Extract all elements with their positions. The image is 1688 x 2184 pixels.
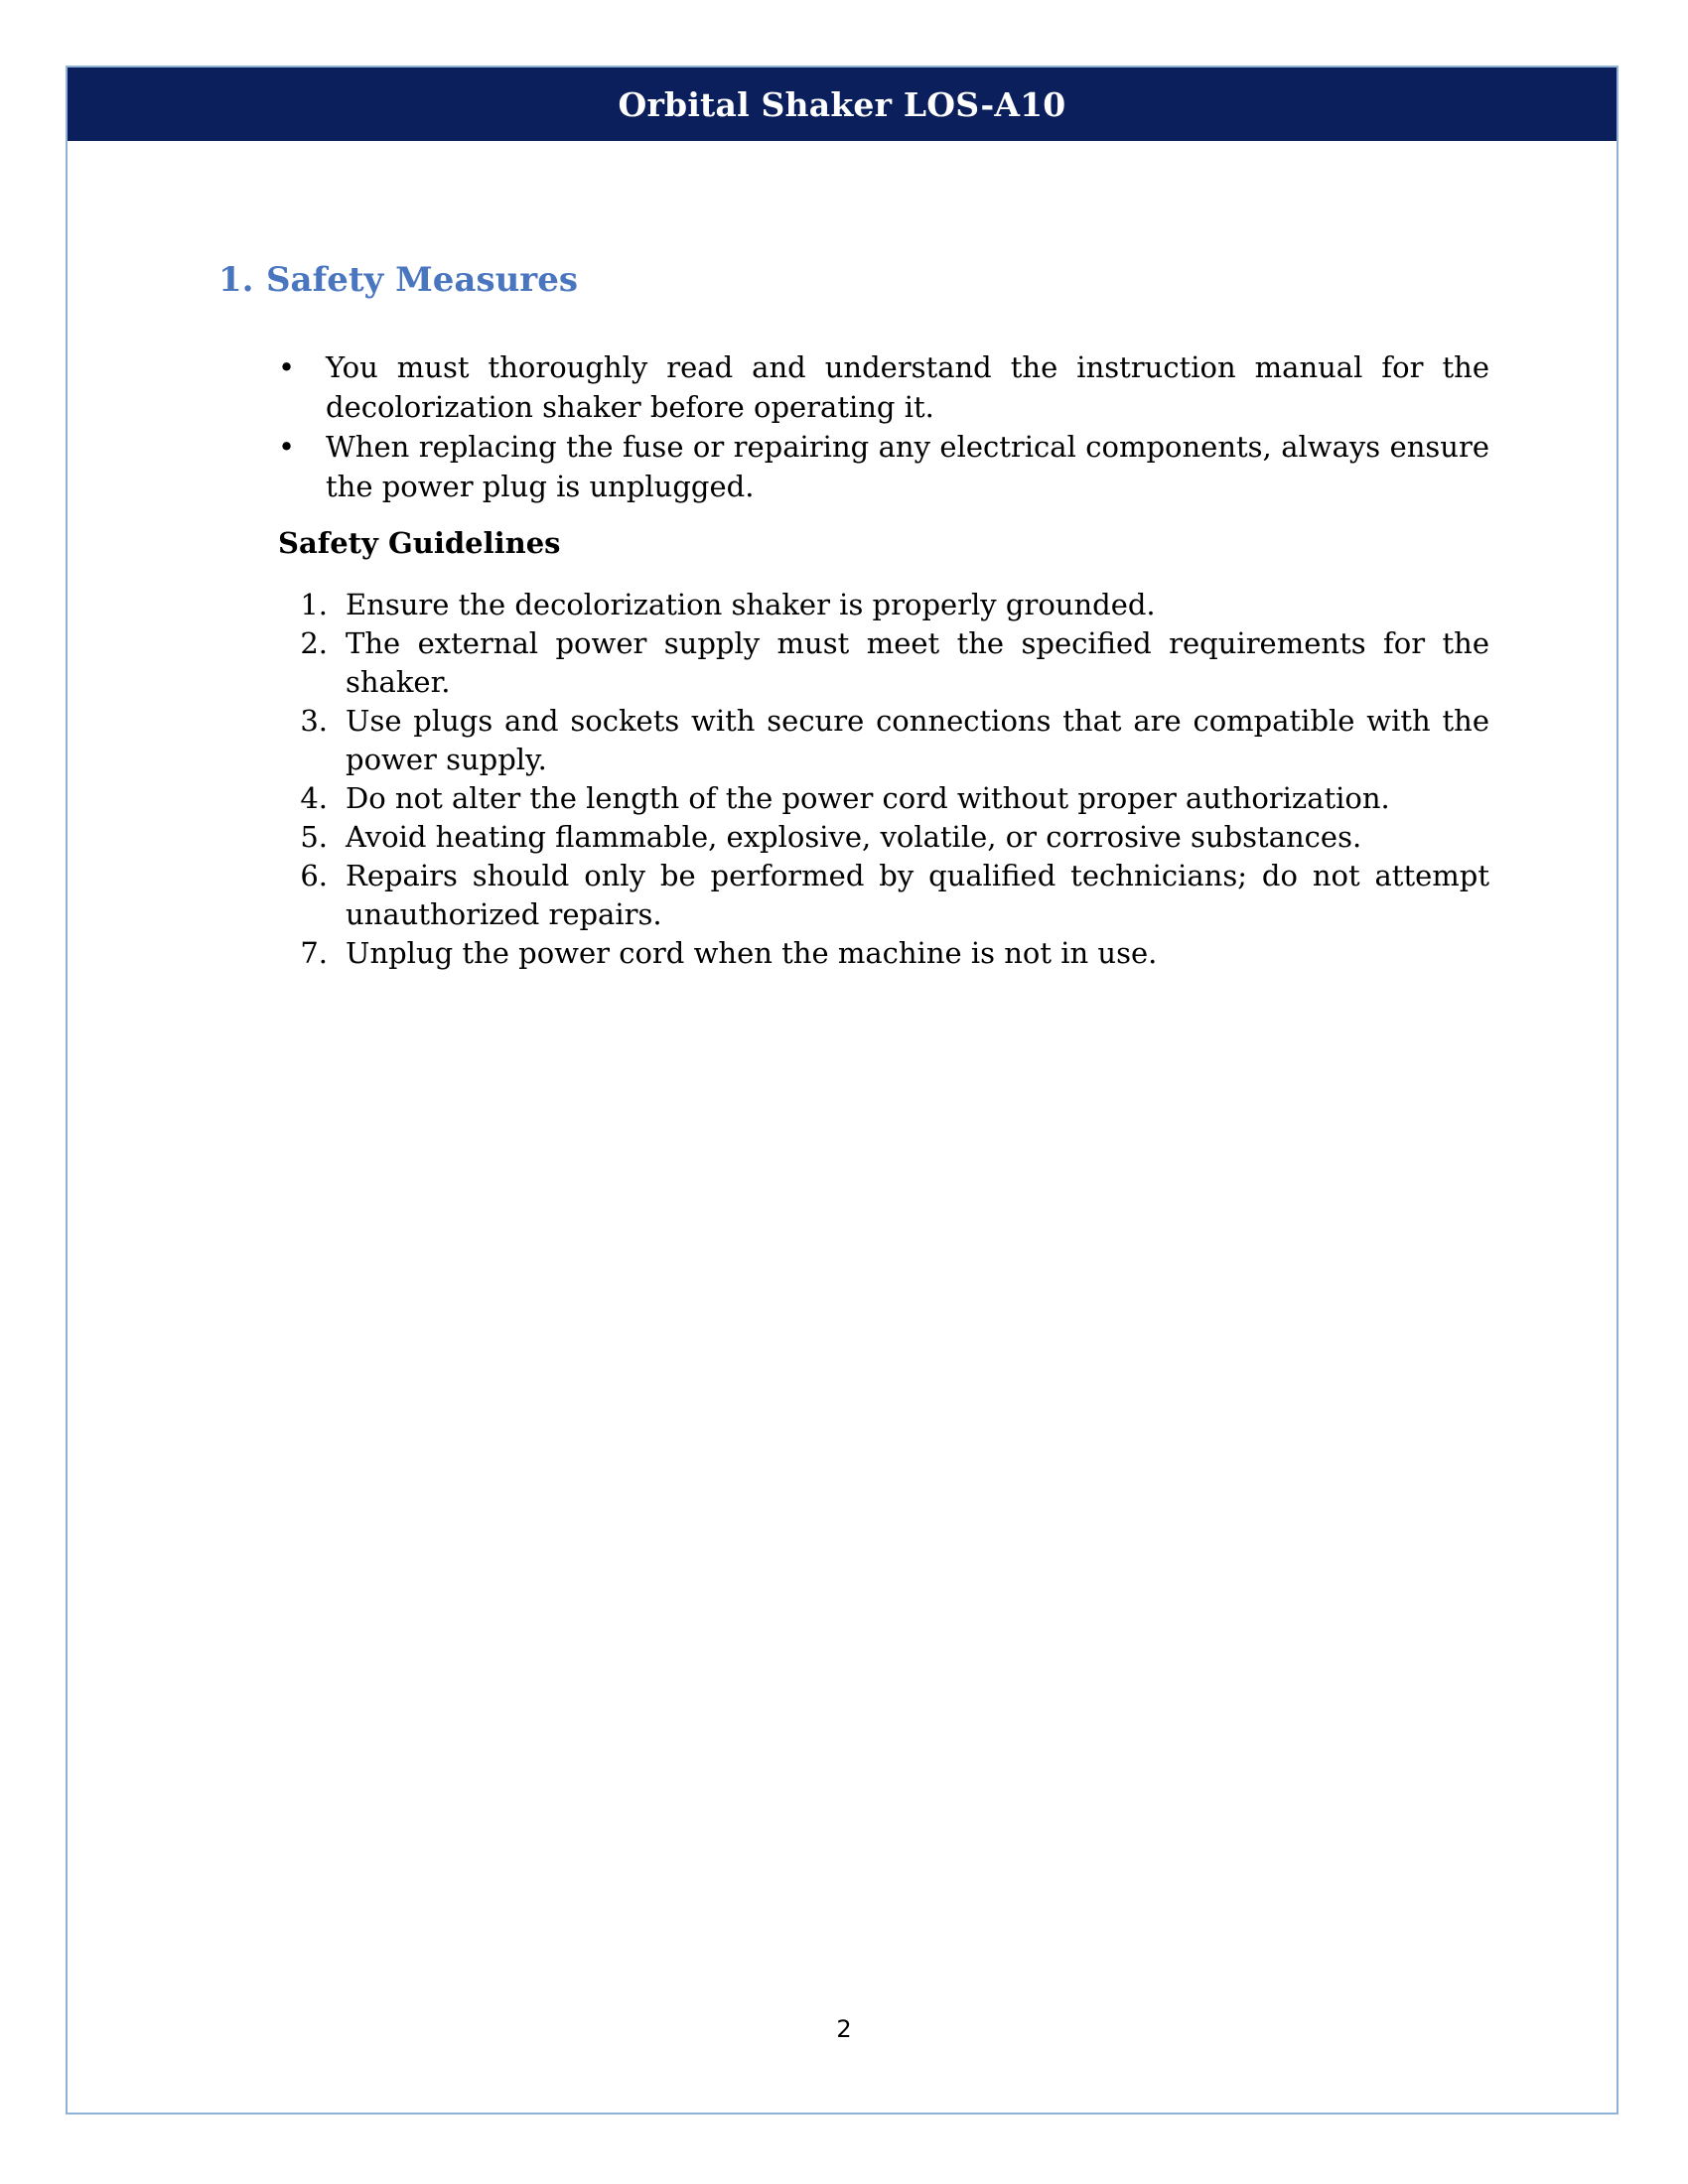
guideline-text: Use plugs and sockets with secure connections that are compatible with the power supply. <box>346 704 1489 776</box>
guideline-number: 7. <box>300 936 328 970</box>
guideline-text: Avoid heating flammable, explosive, volatile, or corrosive substances. <box>346 820 1362 854</box>
guideline-text: Repairs should only be performed by qualified technicians; do not attempt unauthorized repairs. <box>346 859 1489 931</box>
header-bar <box>68 68 1617 141</box>
guideline-item <box>288 934 1489 973</box>
guideline-item <box>288 857 1489 934</box>
guideline-number: 6. <box>300 859 328 892</box>
guidelines-heading: Safety Guidelines <box>278 526 561 560</box>
guideline-item <box>288 624 1489 702</box>
bullet-text: You must thoroughly read and understand the instruction manual for the decolorization shaker before operating it. <box>326 350 1489 424</box>
bullet-icon: • <box>278 430 296 464</box>
guideline-item <box>288 779 1489 818</box>
guideline-item <box>288 702 1489 779</box>
section-heading <box>218 260 578 300</box>
document-title: Orbital Shaker LOS-A10 <box>618 84 1066 124</box>
guideline-number: 2. <box>300 626 328 660</box>
bullet-item <box>278 347 1489 427</box>
section-number: 1. <box>218 260 254 300</box>
guideline-item <box>288 818 1489 857</box>
guideline-item <box>288 586 1489 624</box>
guideline-number: 3. <box>300 704 328 738</box>
guidelines-list <box>288 586 1489 973</box>
guideline-text: The external power supply must meet the specified requirements for the shaker. <box>346 626 1489 699</box>
page-number: 2 <box>836 2015 852 2043</box>
section-title: Safety Measures <box>266 260 578 300</box>
bullet-icon: • <box>278 350 296 384</box>
bullet-item <box>278 427 1489 506</box>
guideline-number: 1. <box>300 588 328 621</box>
guideline-number: 5. <box>300 820 328 854</box>
guideline-text: Do not alter the length of the power cord without proper authorization. <box>346 781 1390 815</box>
guideline-text: Unplug the power cord when the machine is not in use. <box>346 936 1158 970</box>
guideline-text: Ensure the decolorization shaker is properly grounded. <box>346 588 1156 621</box>
bullet-text: When replacing the fuse or repairing any electrical components, always ensure the power plug is unplugged. <box>326 430 1489 503</box>
bullet-list <box>278 347 1489 506</box>
guideline-number: 4. <box>300 781 328 815</box>
